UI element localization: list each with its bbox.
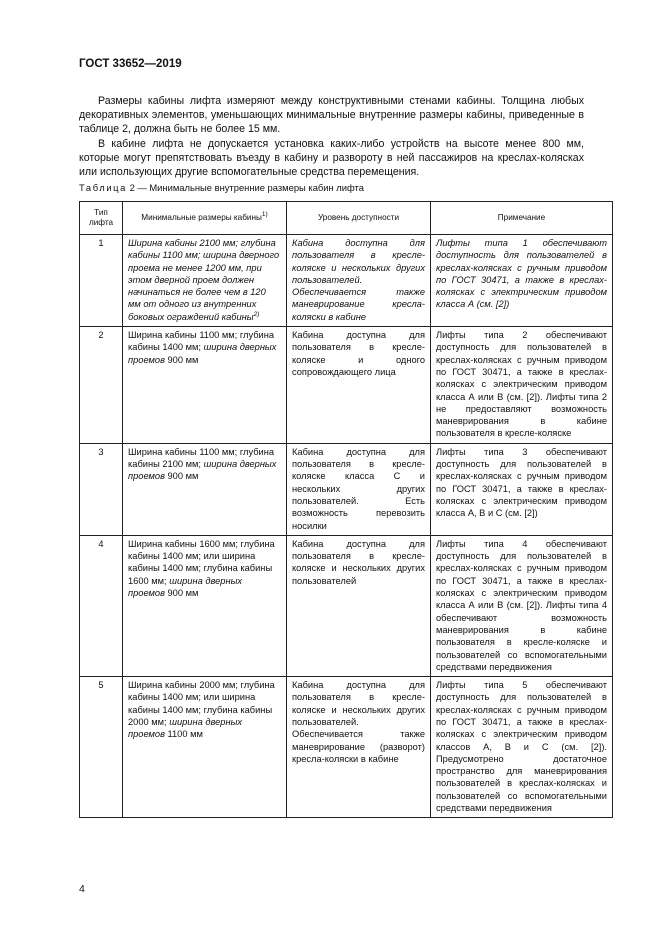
cell-dims-door-value: 900 мм: [167, 471, 199, 482]
lift-cabin-table: [79, 201, 613, 818]
table-caption: [79, 182, 364, 193]
cell-dims-text: Ширина кабины 1600 мм; глубина кабины 1400 мм; или ширина кабины 1400 мм; глубина кабины 1600 мм;: [128, 538, 275, 586]
cell-note: Лифты типа 4 обеспечивают доступность для пользователей в креслах-колясках с ручным приводом по ГОСТ 30471, а также в креслах-колясках с электрическим приводом класса А или В (см. [2]). Лифты типа 4 обеспечивают возможность маневрирования в кабине пользователя в кресле-коляске и пользователей со вспомогательными средствами передвижения: [431, 535, 613, 676]
cell-dims: [123, 327, 287, 444]
cell-type: 2: [80, 327, 123, 444]
cell-note: Лифты типа 2 обеспечивают доступность для пользователей в креслах-колясках с ручным приводом по ГОСТ 30471, а также в креслах-колясках с электрическим приводом класса А или В (см. [2]). Лифты типа 2 не предоставляют возможность маневрирования в кабине пользователя в кресле-коляске: [431, 327, 613, 444]
table-row: [80, 677, 613, 818]
header-dims: [123, 202, 287, 235]
standard-header: ГОСТ 33652—2019: [79, 58, 182, 70]
table-header-row: [80, 202, 613, 235]
cell-dims-text: Ширина кабины 1100 мм; глубина кабины 1400 мм;: [128, 330, 275, 353]
table-caption-text: 2 — Минимальные внутренние размеры кабин лифта: [129, 182, 364, 193]
cell-dims-text: Ширина кабины 1100 мм; глубина кабины 2100 мм;: [128, 446, 275, 470]
cell-dims: [123, 235, 287, 327]
cell-dims-door-value: 900 мм: [167, 354, 199, 365]
cell-access: Кабина доступна для пользователя в кресле-коляске и одного сопровождающего лица: [287, 327, 431, 444]
cell-access: Кабина доступна для пользователя в кресле-коляске и нескольких других пользователей. Обеспечивается также маневрирование кресла-коляски в кабине: [287, 235, 431, 327]
header-note: Примечание: [431, 202, 613, 235]
cell-note: Лифты типа 1 обеспечивают доступность для пользователей в креслах-колясках с ручным приводом по ГОСТ 30471, а также в креслах-колясках с электрическим приводом класса А (см. [2]): [431, 235, 613, 327]
cell-dims-footnote: 2): [253, 310, 260, 318]
cell-type: 3: [80, 443, 123, 535]
table-row: [80, 443, 613, 535]
header-type: Тип лифта: [80, 202, 123, 235]
cell-dims-door-value: 900 мм: [167, 588, 199, 599]
header-dims-footnote: 1): [261, 210, 268, 218]
cell-dims-text: Ширина кабины 2000 мм; глубина кабины 1400 мм; или ширина кабины 1400 мм; глубина кабины 2000 мм;: [128, 680, 275, 727]
cell-note: Лифты типа 5 обеспечивают доступность для пользователей в креслах-колясках с ручным приводом по ГОСТ 30471, а также в креслах-колясках с электрическим приводом классов А, В и С (см. [2]). Предусмотрено достаточное пространство для маневрирования пользователей в креслах-колясках и пользователей со вспомогательными средствами передвижения: [431, 677, 613, 818]
cell-type: 5: [80, 677, 123, 818]
cell-dims: [123, 677, 287, 818]
cell-dims-text: Ширина кабины 2100 мм; глубина кабины 1100 мм; ширина дверного проема не менее 1200 мм, при этом дверной проем должен начинаться не более чем в 120 мм от одного из внутренних боковых ограждений кабины: [128, 238, 280, 322]
cell-dims: [123, 535, 287, 676]
cell-dims-door-value: 1100 мм: [167, 729, 203, 740]
cell-dims-door-label: ширина дверных проемов: [128, 716, 243, 740]
intro-text: [79, 94, 584, 179]
cell-dims: [123, 443, 287, 535]
intro-paragraph-2: В кабине лифта не допускается установка каких-либо устройств на высоте менее 800 мм, которые могут препятствовать въезду в кабину и развороту в ней пассажиров на креслах-колясках или использующих другие вспомогательные средства перемещения.: [79, 137, 584, 179]
cell-dims-door-label: ширина дверных проемов: [128, 575, 243, 599]
header-dims-label: Минимальные размеры кабины: [141, 212, 262, 222]
cell-type: 1: [80, 235, 123, 327]
intro-paragraph-1: Размеры кабины лифта измеряют между конструктивными стенами кабины. Толщина любых декоративных элементов, уменьшающих минимальные внутренние размеры кабины, приведенные в таблице 2, должна быть не более 15 мм.: [79, 95, 584, 136]
table-caption-label: Таблица: [79, 182, 127, 193]
cell-access: Кабина доступна для пользователя в кресле-коляске и нескольких других пользователей. Обеспечивается также маневрирование (разворот) кресла-коляски в кабине: [287, 677, 431, 818]
header-access: Уровень доступности: [287, 202, 431, 235]
cell-dims-door-label: ширина дверных проемов: [128, 459, 277, 482]
cell-dims-door-label: ширина дверных проемов: [128, 342, 277, 365]
table-row: [80, 535, 613, 676]
table-row: [80, 235, 613, 327]
cell-access: Кабина доступна для пользователя в кресле-коляске класса С и нескольких других пользователей. Есть возможность перевозить носилки: [287, 443, 431, 535]
cell-access: Кабина доступна для пользователя в кресле-коляске и нескольких других пользователей: [287, 535, 431, 676]
table-row: [80, 327, 613, 444]
cell-note: Лифты типа 3 обеспечивают доступность для пользователей в креслах-колясках с ручным приводом по ГОСТ 30471, а также в креслах-колясках с электрическим приводом класса А, В и С (см. [2]): [431, 443, 613, 535]
cell-type: 4: [80, 535, 123, 676]
page-number: 4: [79, 883, 85, 895]
